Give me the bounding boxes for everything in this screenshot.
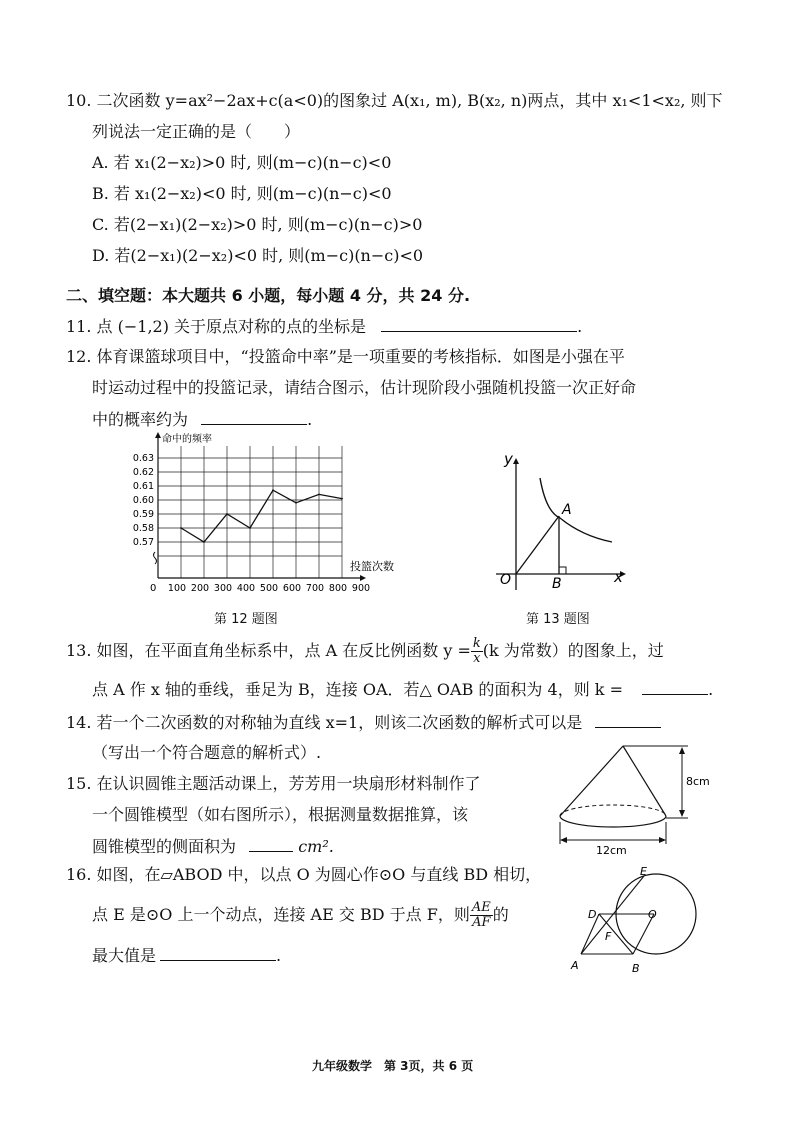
chart-origin-label: 0 xyxy=(150,583,157,594)
q13-frac-num: k xyxy=(472,636,481,651)
q13-fraction xyxy=(471,637,483,666)
fig16-label-o: O xyxy=(648,908,657,921)
q16-frac-num: AE xyxy=(471,900,491,915)
chart-ytick-label: 0.57 xyxy=(132,537,154,548)
chart-data-point xyxy=(180,527,182,529)
fig16-figure xyxy=(568,866,704,978)
cone-width-label: 12cm xyxy=(596,844,627,857)
cone-figure xyxy=(548,740,718,860)
fig13-y-arrow xyxy=(513,458,519,464)
chart-ytick-label: 0.62 xyxy=(132,467,154,478)
q13-frac-den: x xyxy=(473,651,481,666)
chart-data-point xyxy=(249,527,251,529)
q16-line2 xyxy=(92,900,509,930)
chart-data-point xyxy=(341,498,343,500)
chart-axes xyxy=(154,432,367,581)
q10-option-c: C. 若(2−x₁)(2−x₂)>0 时, 则(m−c)(n−c)>0 xyxy=(92,215,423,234)
chart-axis-break xyxy=(154,552,157,564)
section-heading: 二、填空题：本大题共 6 小题，每小题 4 分，共 24 分. xyxy=(66,286,471,305)
chart-data-point xyxy=(226,513,228,515)
cone-height-arrow-bottom xyxy=(679,810,685,817)
q11 xyxy=(66,315,582,338)
chart-grid xyxy=(158,446,342,578)
q10-option-b: B. 若 x₁(2−x₂)<0 时, 则(m−c)(n−c)<0 xyxy=(92,184,392,203)
fig13-label-x: x xyxy=(614,568,623,586)
chart-ytick-label: 0.61 xyxy=(132,481,154,492)
q14-line1-text: 14. 若一个二次函数的对称轴为直线 x=1，则该二次函数的解析式可以是 xyxy=(66,713,583,732)
q12-answer-blank[interactable] xyxy=(201,408,307,425)
q12-line3-text: 中的概率约为 xyxy=(92,410,189,429)
chart-data-point xyxy=(295,502,297,504)
cone-height-arrow-top xyxy=(679,747,685,754)
fig13-caption: 第 13 题图 xyxy=(526,612,590,627)
cone-base-front xyxy=(560,816,666,827)
chart-ylabel: 命中的频率 xyxy=(162,434,212,445)
q13-line1 xyxy=(66,636,664,666)
fig13-label-a: A xyxy=(562,502,572,518)
q11-answer-blank[interactable] xyxy=(381,315,577,332)
chart-xtick-label: 400 xyxy=(236,583,256,594)
q13-line2-text: 点 A 作 x 轴的垂线，垂足为 B，连接 OA．若△ OAB 的面积为 4，则 k = xyxy=(92,680,623,699)
fig13-right-angle-mark xyxy=(559,567,566,574)
q15-line3-text: 圆锥模型的侧面积为 xyxy=(92,837,237,856)
fig16-label-a: A xyxy=(571,959,579,972)
q12-line3 xyxy=(92,408,312,431)
chart-series-line xyxy=(181,490,342,542)
q12-line2: 时运动过程中的投篮记录，请结合图示，估计现阶段小强随机投篮一次正好命 xyxy=(92,378,637,397)
q10-option-d: D. 若(2−x₁)(2−x₂)<0 时, 则(m−c)(n−c)<0 xyxy=(92,246,424,265)
fig13-label-o: O xyxy=(500,572,512,588)
chart-y-arrow xyxy=(155,432,161,438)
cone-height-label: 8cm xyxy=(686,775,710,788)
q15-line3 xyxy=(92,835,334,858)
chart-data-point xyxy=(203,541,205,543)
q14-line2: （写出一个符合题意的解析式）. xyxy=(92,743,322,762)
q11-text: 11. 点 (−1,2) 关于原点对称的点的坐标是 xyxy=(66,317,367,336)
q10-stem-line2: 列说法一定正确的是（ ） xyxy=(92,122,301,141)
chart-ytick-label: 0.59 xyxy=(132,509,154,520)
chart-xlabel: 投篮次数 xyxy=(350,560,394,573)
cone-base-back xyxy=(560,805,666,816)
cone-width-arrow-left xyxy=(560,837,567,843)
q10-stem-line1: 10. 二次函数 y=ax²−2ax+c(a<0)的图象过 A(x₁, m), B(x₂, n)两点，其中 x₁<1<x₂, 则下 xyxy=(66,91,723,110)
chart-ytick-label: 0.58 xyxy=(132,523,154,534)
q12-end: . xyxy=(307,410,313,429)
q16-end: . xyxy=(276,946,282,965)
fig13-figure xyxy=(488,450,628,590)
chart-xtick-label: 600 xyxy=(282,583,302,594)
q16-line2-end: 的 xyxy=(492,905,509,924)
cone-width-arrow-right xyxy=(659,837,666,843)
chart-series xyxy=(180,489,343,543)
q15-answer-blank[interactable] xyxy=(249,835,293,852)
fig16-label-d: D xyxy=(588,908,597,921)
chart-xtick-label: 800 xyxy=(328,583,348,594)
q13-answer-blank[interactable] xyxy=(642,678,708,695)
chart-xtick-label: 300 xyxy=(213,583,233,594)
q15-unit: cm². xyxy=(298,837,334,856)
fig12-chart xyxy=(130,432,420,600)
chart-data-point xyxy=(318,494,320,496)
q14-answer-blank[interactable] xyxy=(595,711,661,728)
fig16-label-e: E xyxy=(640,866,647,878)
q13-line2 xyxy=(92,678,713,701)
chart-xtick-label: 100 xyxy=(167,583,187,594)
chart-xtick-label: 700 xyxy=(305,583,325,594)
fig16-label-f: F xyxy=(605,930,612,943)
q16-fraction xyxy=(470,901,493,930)
chart-ytick-label: 0.63 xyxy=(132,453,154,464)
chart-xtick-label: 200 xyxy=(190,583,210,594)
q15-line1: 15. 在认识圆锥主题活动课上，芳芳用一块扇形材料制作了 xyxy=(66,774,481,793)
q12-line1: 12. 体育课篮球项目中，“投篮命中率”是一项重要的考核指标．如图是小强在平 xyxy=(66,347,625,366)
q13-text-a: 13. 如图，在平面直角坐标系中，点 A 在反比例函数 y = xyxy=(66,641,471,660)
page-footer: 九年级数学 第 3页，共 6 页 xyxy=(312,1059,474,1073)
chart-data-point xyxy=(272,489,274,491)
chart-ticks xyxy=(133,432,394,594)
fig16-label-b: B xyxy=(632,962,640,975)
fig13-label-y: y xyxy=(504,450,513,468)
q11-end: . xyxy=(577,317,583,336)
fig13-hyperbola xyxy=(540,478,612,542)
q16-line3-text: 最大值是 xyxy=(92,946,157,965)
chart-xtick-label: 500 xyxy=(259,583,279,594)
q16-frac-den: AF xyxy=(472,915,491,930)
fig13-segment-oa xyxy=(516,516,559,574)
chart-x-arrow xyxy=(360,575,366,581)
chart-ytick-label: 0.60 xyxy=(132,495,154,506)
q16-line2-text: 点 E 是⊙O 上一个动点，连接 AE 交 BD 于点 F，则 xyxy=(92,905,470,924)
q10-option-a: A. 若 x₁(2−x₂)>0 时, 则(m−c)(n−c)<0 xyxy=(92,153,392,172)
q15-line2: 一个圆锥模型（如右图所示），根据测量数据推算，该 xyxy=(92,805,469,824)
q16-answer-blank[interactable] xyxy=(160,944,276,961)
q16-line3 xyxy=(92,944,281,967)
q13-text-b: (k 为常数）的图象上，过 xyxy=(482,641,664,660)
chart-xtick-label: 900 xyxy=(351,583,371,594)
q14-line1 xyxy=(66,711,661,734)
fig13-label-b: B xyxy=(552,576,562,590)
q16-line1: 16. 如图，在▱ABOD 中，以点 O 为圆心作⊙O 与直线 BD 相切， xyxy=(66,865,542,884)
q13-end: . xyxy=(708,680,714,699)
fig12-caption: 第 12 题图 xyxy=(214,612,278,627)
